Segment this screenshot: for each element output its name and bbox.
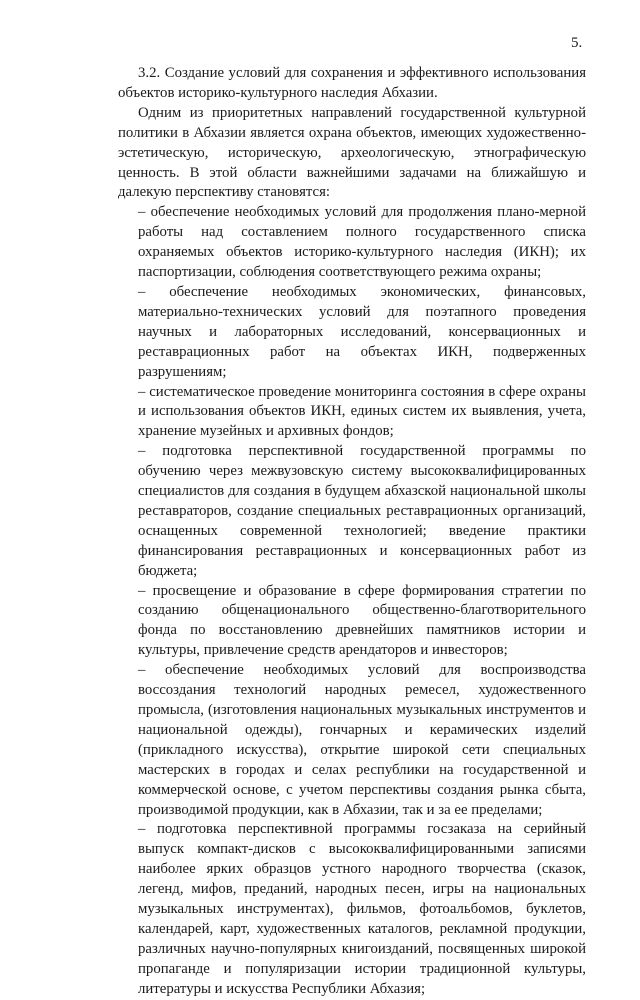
- document-body: [118, 64, 586, 1000]
- task-item-1: – обеспечение необходимых условий для продолжения плано-мерной работы над составлением полного государственного списка охраняемых объектов историко-культурного наследия (ИКН); их паспортизации, соблюдения соответствующего режима охраны;: [138, 204, 586, 281]
- section-heading: 3.2. Создание условий для сохранения и эффективного использования объектов историко-культурного наследия Абхазии.: [118, 65, 586, 101]
- task-item-7: – подготовка перспективной программы госзаказа на серийный выпуск компакт-дисков с высококвалифицированными записями наиболее ярких образцов устного народного творчества (сказок, легенд, мифов, преданий, народных песен, игры на национальных музыкальных инструментах), фильмов, фотоальбомов, буклетов, календарей, карт, художественных каталогов, рекламной продукции, различных научно-популярных книгоизданий, посвященных широкой пропаганде и популяризации истории традиционной культуры, литературы и искусства Республики Абхазия;: [138, 821, 586, 997]
- task-item-6: – обеспечение необходимых условий для воспроизводства воссоздания технологий народных ремесел, художественного промысла, (изготовления национальных музыкальных инструментов и национальной одежды), гончарных и керамических изделий (прикладного искусства), открытие широкой сети специальных мастерских в городах и селах республики на государственной и коммерческой основе, с учетом перспективы создания рынка сбыта, производимой продукции, как в Абхазии, так и за ее пределами;: [138, 662, 586, 818]
- task-list: [138, 203, 586, 999]
- page-number: 5.: [571, 35, 583, 51]
- task-item-3: – систематическое проведение мониторинга состояния в сфере охраны и использования объектов ИКН, единых систем их выявления, учета, хранение музейных и архивных фондов;: [138, 383, 586, 440]
- task-item-2: – обеспечение необходимых экономических, финансовых, материально-технических условий для поэтапного проведения научных и лабораторных исследований, консервационных и реставрационных работ на объектах ИКН, подверженных разрушениям;: [138, 283, 586, 380]
- task-item-4: – подготовка перспективной государственной программы по обучению через межвузовскую систему высококвалифицированных специалистов для создания в будущем абхазской национальной школы реставраторов, создание специальных реставрационных организаций, оснащенных современной технологией; введение практики финансирования реставрационных и консервационных работ из бюджета;: [138, 443, 586, 579]
- intro-paragraph: Одним из приоритетных направлений государственной культурной политики в Абхазии является охрана объектов, имеющих художественно-эстетическую, историческую, археологическую, этнографическую ценность. В этой области важнейшими задачами на ближайшую и далекую перспективу становятся:: [118, 104, 586, 201]
- task-item-5: – просвещение и образование в сфере формирования стратегии по созданию общенационального общественно-благотворительного фонда по восстановлению древнейших памятников истории и культуры, привлечение средств арендаторов и инвесторов;: [138, 582, 586, 659]
